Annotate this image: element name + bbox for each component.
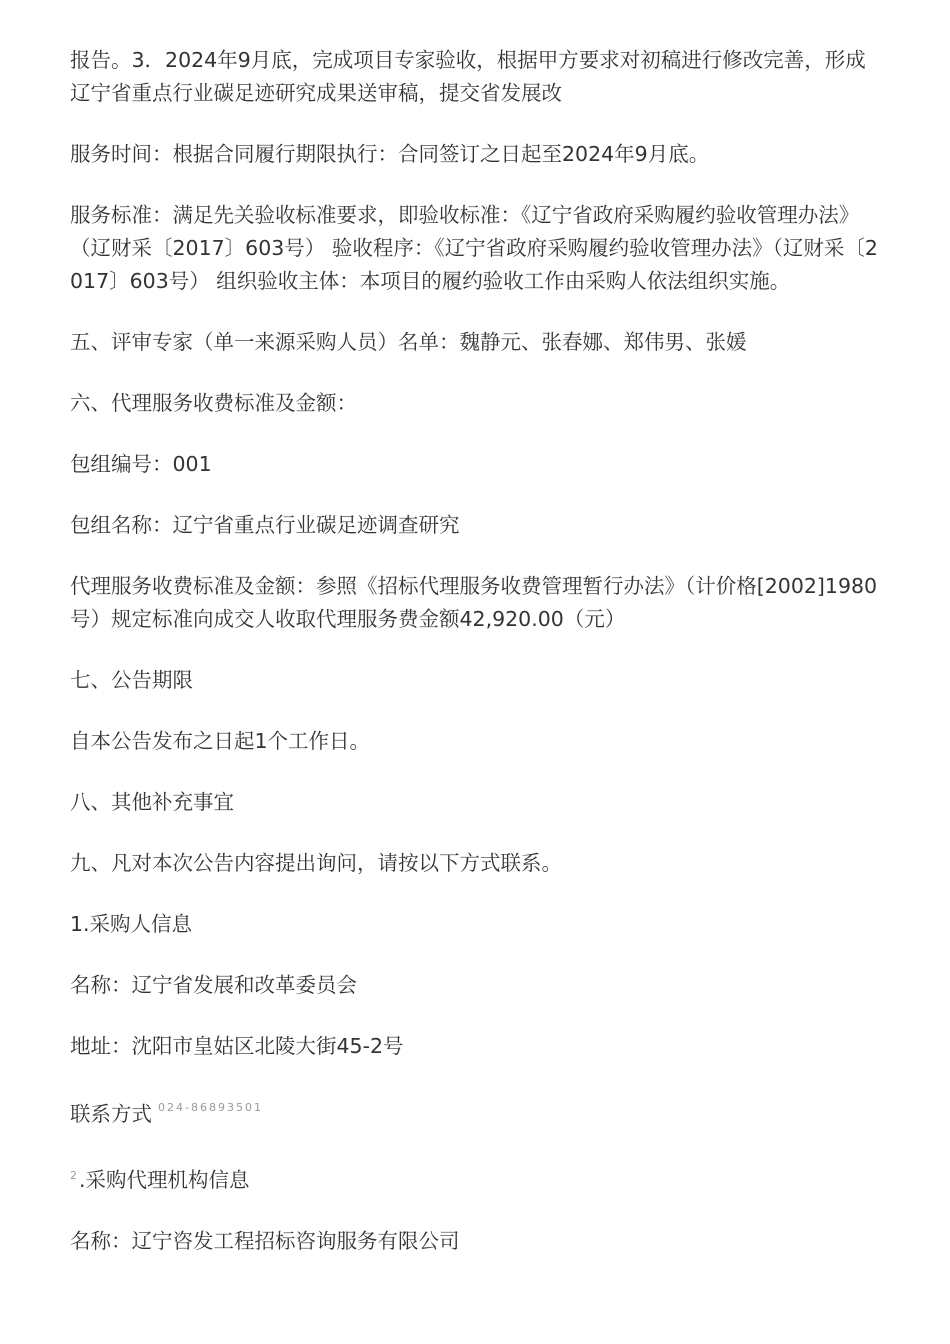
section-nine-heading: 九、凡对本次公告内容提出询问，请按以下方式联系。 xyxy=(70,851,562,875)
section-five-experts: 五、评审专家（单一来源采购人员）名单：魏静元、张春娜、郑伟男、张媛 xyxy=(70,330,747,354)
agency-info-number: 2 xyxy=(70,1169,77,1182)
contact-phone: 024-86893501 xyxy=(158,1101,263,1114)
section-seven-heading: 七、公告期限 xyxy=(70,668,193,692)
notice-period: 自本公告发布之日起1个工作日。 xyxy=(70,729,371,753)
paragraph-service-time: 服务时间：根据合同履行期限执行：合同签订之日起至2024年9月底。 xyxy=(70,142,710,166)
purchaser-contact xyxy=(70,1091,884,1131)
agency-info-label: .采购代理机构信息 xyxy=(79,1168,250,1192)
agency-fee-standard: 代理服务收费标准及金额：参照《招标代理服务收费管理暂行办法》（计价格[2002]1980号）规定标准向成交人收取代理服务费金额42,920.00（元） xyxy=(70,574,878,631)
agency-info-heading xyxy=(70,1159,884,1197)
package-number: 包组编号：001 xyxy=(70,452,212,476)
purchaser-info-heading: 1.采购人信息 xyxy=(70,912,193,936)
purchaser-name: 名称：辽宁省发展和改革委员会 xyxy=(70,973,357,997)
contact-label: 联系方式 xyxy=(70,1102,152,1126)
agency-name: 名称：辽宁咨发工程招标咨询服务有限公司 xyxy=(70,1229,460,1253)
paragraph-service-standard: 服务标准：满足先关验收标准要求，即验收标准：《辽宁省政府采购履约验收管理办法》（辽财采〔2017〕603号） 验收程序：《辽宁省政府采购履约验收管理办法》（辽财采〔2017〕603号） 组织验收主体：本项目的履约验收工作由采购人依法组织实施。 xyxy=(70,203,878,293)
package-name: 包组名称：辽宁省重点行业碳足迹调查研究 xyxy=(70,513,460,537)
section-eight-heading: 八、其他补充事宜 xyxy=(70,790,234,814)
section-six-heading: 六、代理服务收费标准及金额： xyxy=(70,391,357,415)
document-body xyxy=(70,44,884,1286)
paragraph-schedule: 报告。3．2024年9月底，完成项目专家验收，根据甲方要求对初稿进行修改完善，形成辽宁省重点行业碳足迹研究成果送审稿，提交省发展改 xyxy=(70,48,866,105)
purchaser-address: 地址：沈阳市皇姑区北陵大街45-2号 xyxy=(70,1034,404,1058)
